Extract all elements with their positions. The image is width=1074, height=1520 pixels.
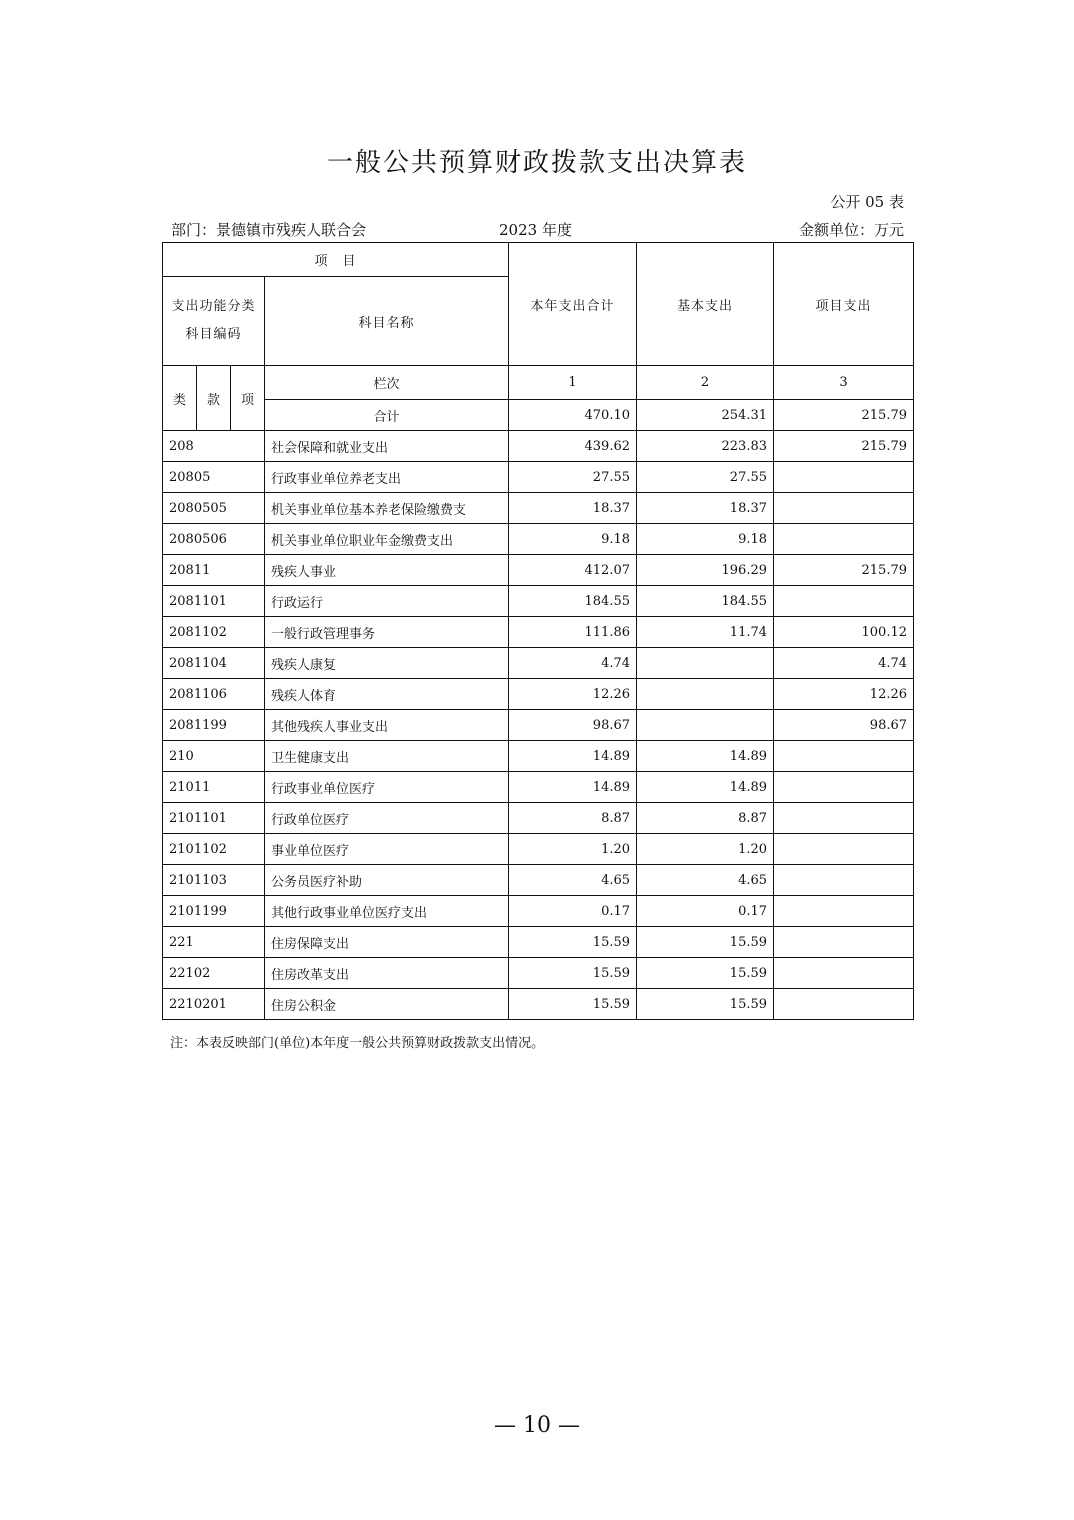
page-title: 一般公共预算财政拨款支出决算表 — [326, 148, 747, 178]
cell-basic — [637, 648, 774, 679]
cell-code: 210 — [163, 741, 265, 772]
cell-name: 社会保障和就业支出 — [265, 431, 509, 462]
cell-code: 2101103 — [163, 865, 265, 896]
cell-project — [774, 958, 914, 989]
cell-project: 12.26 — [774, 679, 914, 710]
cell-code: 2081101 — [163, 586, 265, 617]
table-row — [163, 462, 914, 493]
cell-total: 98.67 — [509, 710, 637, 741]
cell-basic — [637, 710, 774, 741]
cell-basic: 27.55 — [637, 462, 774, 493]
cell-basic: 0.17 — [637, 896, 774, 927]
table-row — [163, 431, 914, 462]
cell-total: 439.62 — [509, 431, 637, 462]
cell-name: 住房改革支出 — [265, 958, 509, 989]
cell-total: 8.87 — [509, 803, 637, 834]
cell-project — [774, 834, 914, 865]
table-row — [163, 617, 914, 648]
total-project: 215.79 — [774, 400, 914, 431]
header-func-code-line1: 支出功能分类 — [171, 299, 256, 314]
cell-basic: 15.59 — [637, 989, 774, 1020]
cell-project — [774, 989, 914, 1020]
cell-name: 残疾人事业 — [265, 555, 509, 586]
cell-project: 4.74 — [774, 648, 914, 679]
cell-project: 215.79 — [774, 431, 914, 462]
cell-code: 21011 — [163, 772, 265, 803]
cell-code: 2080505 — [163, 493, 265, 524]
header-lei: 类 — [163, 366, 197, 431]
cell-project — [774, 741, 914, 772]
cell-name: 残疾人康复 — [265, 648, 509, 679]
cell-basic: 223.83 — [637, 431, 774, 462]
cell-basic: 15.59 — [637, 927, 774, 958]
table-row — [163, 586, 914, 617]
unit-label: 金额单位：万元 — [798, 221, 904, 239]
cell-code: 2101102 — [163, 834, 265, 865]
cell-name: 行政事业单位养老支出 — [265, 462, 509, 493]
table-row — [163, 648, 914, 679]
cell-code: 20811 — [163, 555, 265, 586]
col-index-2: 2 — [637, 366, 774, 400]
table-row — [163, 834, 914, 865]
col-index-1: 1 — [509, 366, 637, 400]
cell-total: 27.55 — [509, 462, 637, 493]
cell-basic: 8.87 — [637, 803, 774, 834]
table-row — [163, 896, 914, 927]
cell-project — [774, 896, 914, 927]
cell-name: 行政运行 — [265, 586, 509, 617]
cell-total: 15.59 — [509, 989, 637, 1020]
header-kuan: 款 — [197, 366, 231, 431]
cell-total: 4.65 — [509, 865, 637, 896]
cell-name: 其他行政事业单位医疗支出 — [265, 896, 509, 927]
cell-name: 行政事业单位医疗 — [265, 772, 509, 803]
cell-project — [774, 927, 914, 958]
total-basic: 254.31 — [637, 400, 774, 431]
header-func-code-line2: 科目编码 — [185, 327, 242, 342]
table-row — [163, 927, 914, 958]
cell-basic: 18.37 — [637, 493, 774, 524]
cell-project — [774, 586, 914, 617]
cell-project — [774, 524, 914, 555]
cell-code: 2081199 — [163, 710, 265, 741]
cell-code: 2081106 — [163, 679, 265, 710]
cell-basic: 196.29 — [637, 555, 774, 586]
cell-code: 2101101 — [163, 803, 265, 834]
header-subject-name: 科目名称 — [265, 277, 509, 366]
cell-total: 12.26 — [509, 679, 637, 710]
header-func-code — [163, 277, 265, 366]
year-label: 2023 年度 — [499, 221, 572, 239]
cell-basic: 14.89 — [637, 741, 774, 772]
cell-basic: 184.55 — [637, 586, 774, 617]
table-row — [163, 865, 914, 896]
cell-basic: 9.18 — [637, 524, 774, 555]
total-amount: 470.10 — [509, 400, 637, 431]
cell-total: 412.07 — [509, 555, 637, 586]
cell-total: 18.37 — [509, 493, 637, 524]
cell-project: 100.12 — [774, 617, 914, 648]
cell-total: 14.89 — [509, 741, 637, 772]
cell-name: 机关事业单位职业年金缴费支出 — [265, 524, 509, 555]
cell-name: 住房保障支出 — [265, 927, 509, 958]
cell-total: 15.59 — [509, 958, 637, 989]
footnote: 注：本表反映部门(单位)本年度一般公共预算财政拨款支出情况。 — [170, 1036, 545, 1051]
table-row — [163, 772, 914, 803]
cell-name: 其他残疾人事业支出 — [265, 710, 509, 741]
header-lanci: 栏次 — [265, 366, 509, 400]
cell-total: 9.18 — [509, 524, 637, 555]
table-row — [163, 679, 914, 710]
header-xiang: 项 — [231, 366, 265, 431]
cell-name: 机关事业单位基本养老保险缴费支 — [265, 493, 509, 524]
cell-total: 4.74 — [509, 648, 637, 679]
cell-project — [774, 803, 914, 834]
cell-project — [774, 865, 914, 896]
cell-total: 15.59 — [509, 927, 637, 958]
cell-code: 22102 — [163, 958, 265, 989]
cell-name: 残疾人体育 — [265, 679, 509, 710]
cell-code: 20805 — [163, 462, 265, 493]
header-total: 本年支出合计 — [509, 243, 637, 366]
cell-basic: 4.65 — [637, 865, 774, 896]
budget-table — [162, 242, 914, 1020]
cell-name: 公务员医疗补助 — [265, 865, 509, 896]
table-code: 公开 05 表 — [830, 193, 904, 211]
department-label: 部门：景德镇市残疾人联合会 — [171, 221, 367, 239]
cell-name: 卫生健康支出 — [265, 741, 509, 772]
cell-code: 2101199 — [163, 896, 265, 927]
cell-basic — [637, 679, 774, 710]
cell-name: 一般行政管理事务 — [265, 617, 509, 648]
table-row — [163, 989, 914, 1020]
cell-project — [774, 462, 914, 493]
table-row — [163, 803, 914, 834]
table-row — [163, 524, 914, 555]
cell-code: 221 — [163, 927, 265, 958]
cell-name: 行政单位医疗 — [265, 803, 509, 834]
cell-code: 208 — [163, 431, 265, 462]
meta-line — [163, 219, 904, 241]
cell-name: 事业单位医疗 — [265, 834, 509, 865]
table-row — [163, 493, 914, 524]
cell-code: 2210201 — [163, 989, 265, 1020]
table-row — [163, 555, 914, 586]
header-basic: 基本支出 — [637, 243, 774, 366]
col-index-3: 3 — [774, 366, 914, 400]
cell-project: 98.67 — [774, 710, 914, 741]
cell-project — [774, 772, 914, 803]
cell-project: 215.79 — [774, 555, 914, 586]
total-label: 合计 — [265, 400, 509, 431]
header-project-expense: 项目支出 — [774, 243, 914, 366]
cell-project — [774, 493, 914, 524]
cell-total: 14.89 — [509, 772, 637, 803]
header-project: 项 目 — [163, 243, 509, 277]
table-row — [163, 710, 914, 741]
cell-code: 2081102 — [163, 617, 265, 648]
cell-code: 2080506 — [163, 524, 265, 555]
cell-basic: 11.74 — [637, 617, 774, 648]
cell-code: 2081104 — [163, 648, 265, 679]
cell-total: 184.55 — [509, 586, 637, 617]
cell-basic: 14.89 — [637, 772, 774, 803]
cell-total: 111.86 — [509, 617, 637, 648]
table-row — [163, 958, 914, 989]
cell-basic: 15.59 — [637, 958, 774, 989]
cell-basic: 1.20 — [637, 834, 774, 865]
cell-total: 1.20 — [509, 834, 637, 865]
cell-total: 0.17 — [509, 896, 637, 927]
cell-name: 住房公积金 — [265, 989, 509, 1020]
page-number: — 10 — — [494, 1413, 580, 1438]
table-row — [163, 741, 914, 772]
